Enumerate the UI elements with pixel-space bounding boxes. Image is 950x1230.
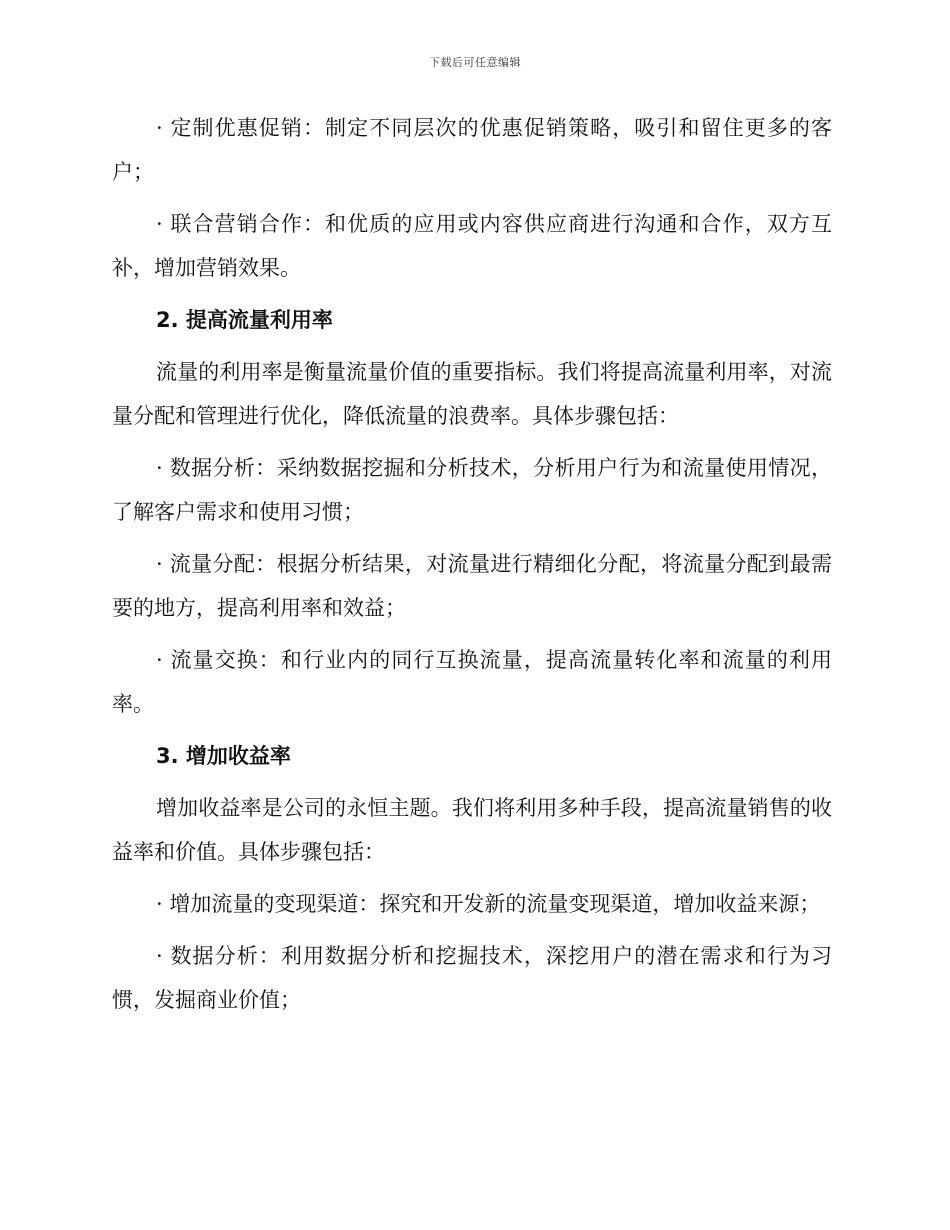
bullet-paragraph: · 流量分配：根据分析结果，对流量进行精细化分配，将流量分配到最需要的地方，提高利用率和效益；: [112, 552, 832, 620]
section-heading: 3. 增加收益率: [156, 744, 291, 768]
bullet-paragraph: · 定制优惠促销：制定不同层次的优惠促销策略，吸引和留住更多的客户；: [112, 116, 832, 184]
document-body: [112, 106, 832, 1030]
bullet-paragraph: · 联合营销合作：和优质的应用或内容供应商进行沟通和合作，双方互补，增加营销效果。: [112, 212, 832, 280]
bullet-paragraph: · 数据分析：利用数据分析和挖掘技术，深挖用户的潜在需求和行为习惯，发掘商业价值；: [112, 944, 832, 1012]
section-heading: 2. 提高流量利用率: [156, 308, 333, 332]
page-header: 下载后可任意编辑: [429, 56, 521, 69]
bullet-paragraph: · 数据分析：采纳数据挖掘和分析技术，分析用户行为和流量使用情况，了解客户需求和使用习惯；: [112, 456, 832, 524]
body-paragraph: 流量的利用率是衡量流量价值的重要指标。我们将提高流量利用率，对流量分配和管理进行优化，降低流量的浪费率。具体步骤包括：: [112, 360, 832, 428]
bullet-paragraph: · 增加流量的变现渠道：探究和开发新的流量变现渠道，增加收益来源；: [156, 892, 821, 916]
body-paragraph: 增加收益率是公司的永恒主题。我们将利用多种手段，提高流量销售的收益率和价值。具体步骤包括：: [112, 796, 832, 864]
bullet-paragraph: · 流量交换：和行业内的同行互换流量，提高流量转化率和流量的利用率。: [112, 648, 832, 716]
